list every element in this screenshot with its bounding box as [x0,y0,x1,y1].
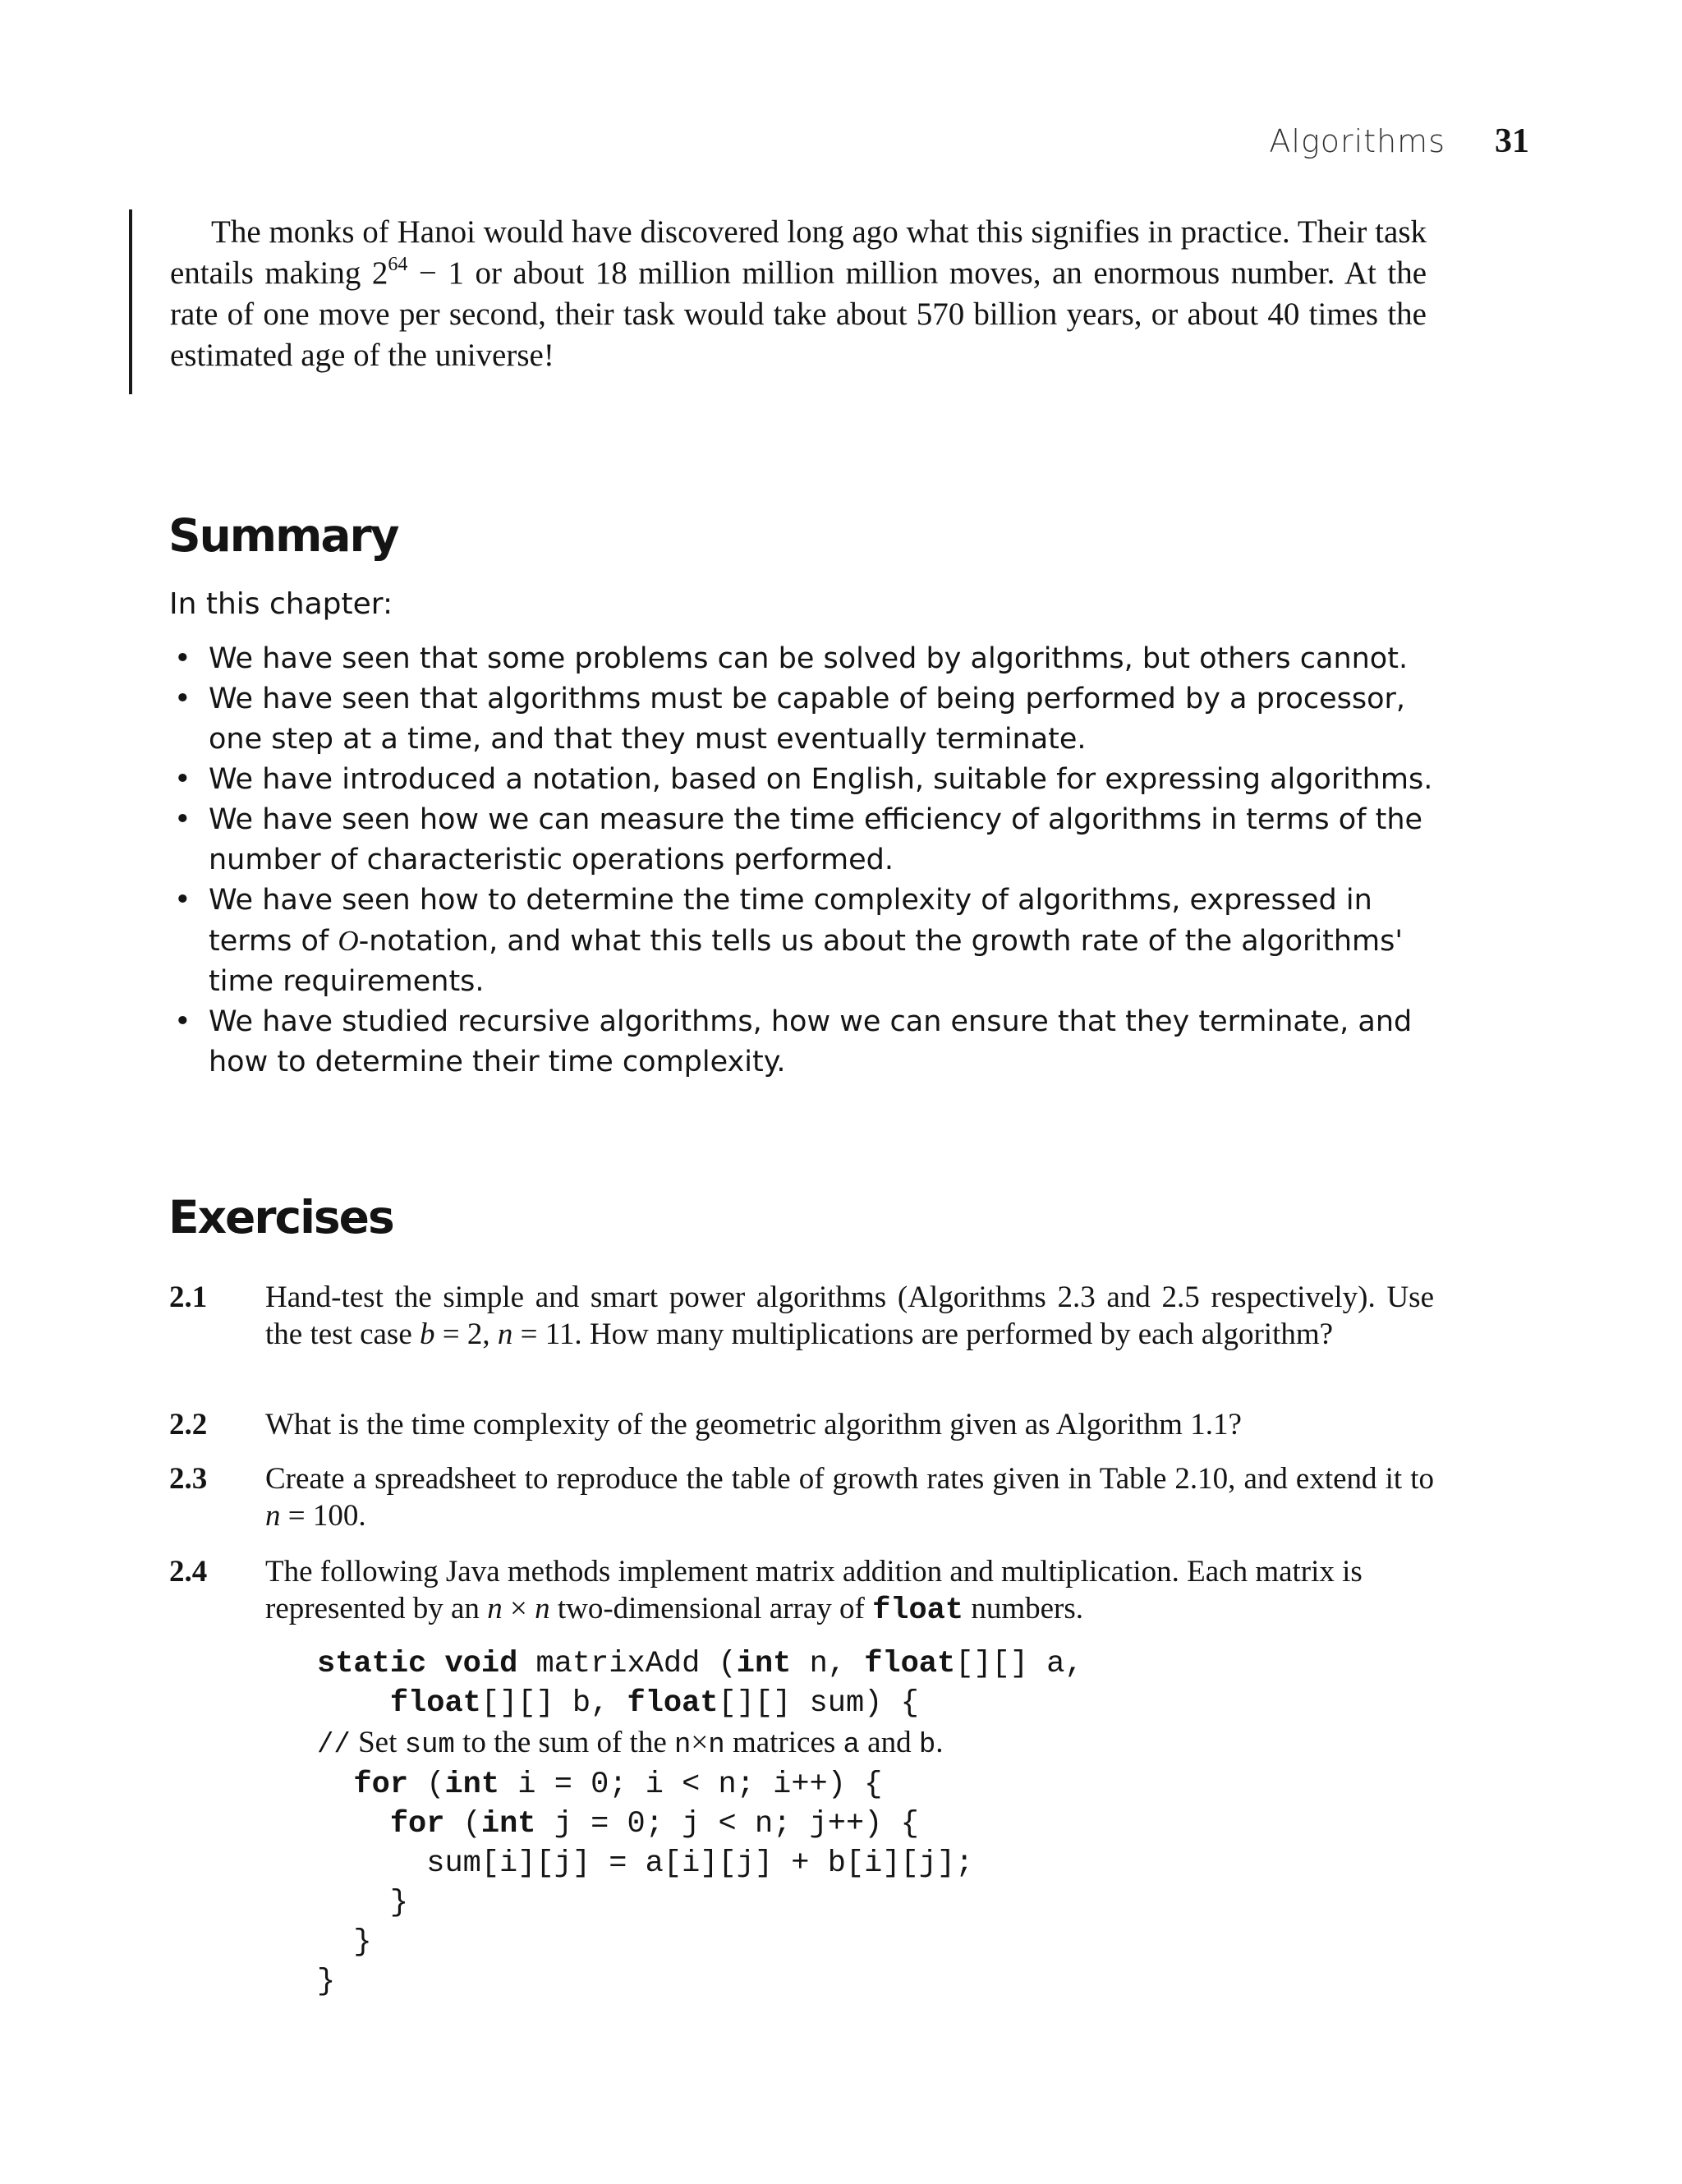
bullet-icon: • [174,884,191,917]
summary-list [169,639,1434,1083]
page-number: 31 [1495,122,1529,160]
exercise-2-4 [169,1553,1434,1630]
exercise-text: The following Java methods implement matrix addition and multiplication. Each matrix is represented by an n × n two-dimensional array of float numbers. [265,1555,1363,1628]
code-line: } [317,1965,336,1999]
code-line: for (int j = 0; j < n; j++) { [389,1807,919,1841]
code-listing [317,1644,1385,2002]
exercise-text: What is the time complexity of the geometric algorithm given as Algorithm 1.1? [265,1408,1242,1441]
code-keyword: float [872,1593,964,1628]
code-line: static void matrixAdd (int n, float[][] a, [317,1647,1083,1681]
exponent: 64 [388,254,408,275]
big-o-symbol: O [338,925,359,957]
bullet-icon: • [174,683,191,715]
list-item: • We have seen how we can measure the time efficiency of algorithms in terms of the number of characteristic operations performed. [169,800,1434,880]
intro-text-b: − 1 or about 18 million million million moves, an enormous number. At the rate of one move per second, their task would take about 570 billion years, or about 40 times the estimated age of the universe! [170,255,1427,373]
exercise-2-3 [169,1460,1434,1534]
exercise-number: 2.1 [169,1281,208,1314]
bullet-icon: • [174,763,191,796]
code-line: for (int i = 0; i < n; i++) { [353,1768,883,1802]
code-line: } [389,1886,409,1920]
code-comment: // Set sum to the sum of the n×n matrices a and b. [317,1726,944,1761]
running-head-title: Algorithms [1269,123,1445,159]
exercise-number: 2.4 [169,1555,208,1589]
bullet-icon: • [174,1005,191,1038]
bullet-icon: • [174,803,191,836]
list-item: • We have seen how to determine the time complexity of algorithms, expressed in terms of O-notation, and what this tells us about the growth rate of the algorithms' time requirements. [169,880,1434,1002]
exercise-2-1 [169,1279,1434,1353]
intro-paragraph [170,212,1427,376]
summary-intro: In this chapter: [169,587,393,621]
exercise-text: Hand-test the simple and smart power algorithms (Algorithms 2.3 and 2.5 respectively). Use the test case b = 2, n = 11. How many multiplications are performed by each algorithm? [265,1281,1434,1351]
exercises-heading: Exercises [168,1191,393,1244]
exercise-number: 2.2 [169,1408,208,1441]
bullet-icon: • [174,642,191,675]
code-line: } [353,1925,372,1960]
list-item: • We have introduced a notation, based on English, suitable for expressing algorithms. [169,760,1434,800]
intro-text-a: The monks of Hanoi would have discovered long ago what this signifies in practice. Their task entails making 2 [170,214,1427,291]
code-line: float[][] b, float[][] sum) { [389,1686,919,1721]
list-item: • We have seen that algorithms must be capable of being performed by a processor, one step at a time, and that they must eventually terminate. [169,679,1434,760]
summary-heading: Summary [168,509,398,562]
code-line: sum[i][j] = a[i][j] + b[i][j]; [426,1846,974,1881]
exercise-2-2 [169,1406,1434,1443]
list-item: • We have seen that some problems can be solved by algorithms, but others cannot. [169,639,1434,679]
margin-change-bar [129,209,132,394]
list-item: • We have studied recursive algorithms, how we can ensure that they terminate, and how to determine their time complexity. [169,1002,1434,1083]
exercise-number: 2.3 [169,1462,208,1496]
exercise-text: Create a spreadsheet to reproduce the table of growth rates given in Table 2.10, and extend it to n = 100. [265,1462,1434,1533]
